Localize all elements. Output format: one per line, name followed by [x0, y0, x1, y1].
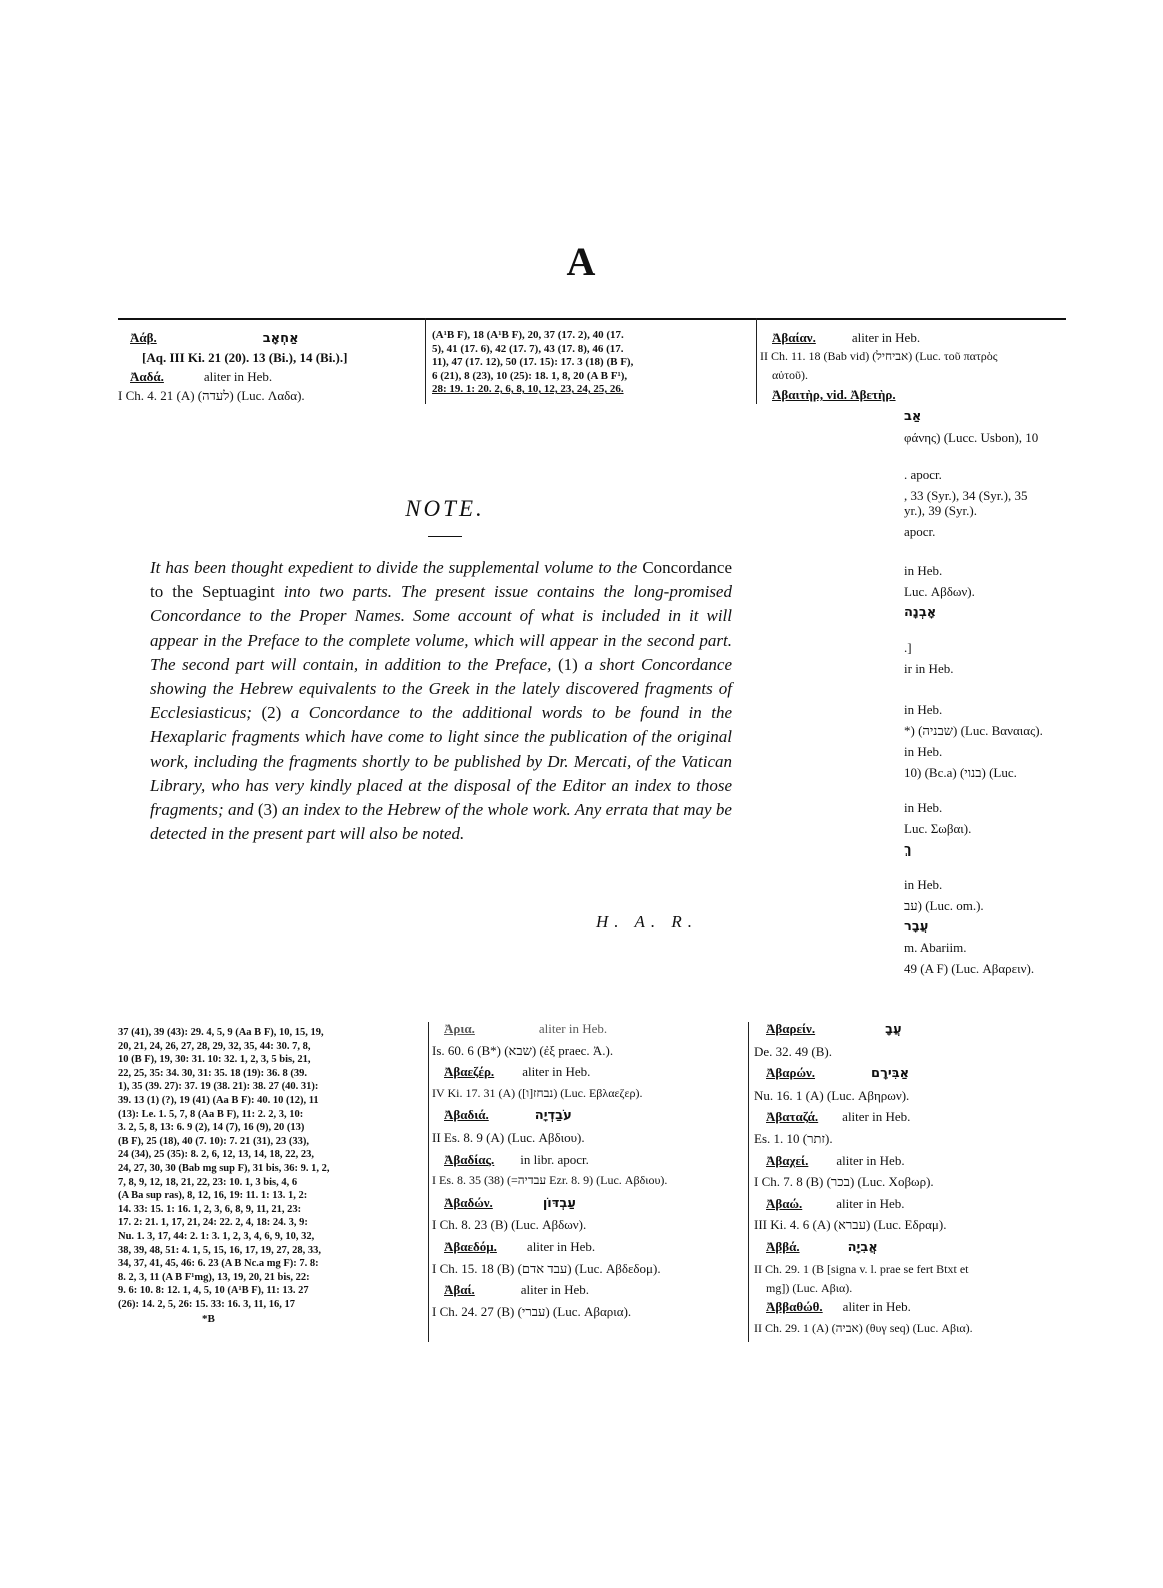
headword: Ἀβαρών. [766, 1065, 816, 1081]
signature-mark: *B [202, 1313, 215, 1326]
reference-line: (B F), 25 (18), 40 (7. 10): 7. 21 (31), 23 (33), [118, 1135, 310, 1147]
entry-reference: IV Ki. 17. 31 (A) (נבחז[ו]) (Luc. Εβλαεζερ). [432, 1085, 643, 1100]
right-fragment-column [880, 406, 1066, 979]
headword: Ἀβαίαν. [772, 330, 816, 345]
reference-line: 17. 2: 21. 1, 17, 21, 24: 22. 2, 4, 18: 24. 3, 9: [118, 1217, 308, 1229]
reference-line: (26): 14. 2, 5, 26: 15. 33: 16. 3, 11, 16, 17 [118, 1298, 296, 1310]
fragment-line: ir in Heb. [904, 661, 954, 676]
reference-line: 24 (34), 25 (35): 8. 2, 6, 12, 13, 14, 18, 22, 23, [118, 1149, 314, 1161]
reference-line: 9. 6: 10. 8: 12. 1, 4, 5, 10 (A¹B F), 11: 13. 27 [118, 1285, 309, 1297]
entry-headword-line [432, 1061, 744, 1083]
fragment-line: in Heb. [904, 744, 943, 759]
note-title-ornament [428, 536, 462, 537]
entry-headword-line [754, 1150, 1066, 1172]
entry-reference: I Ch. 7. 8 (B) (בכר) (Luc. Χοβωρ). [754, 1174, 934, 1190]
reference-line: 37 (41), 39 (43): 29. 4, 5, 9 (Aa B F), 10, 15, 19, [118, 1027, 324, 1038]
note-text: (2) [261, 703, 282, 723]
bottom-column-divider-left [428, 1022, 429, 1342]
entry-headword-line [760, 328, 1066, 347]
entry-reference: I Ch. 24. 27 (B) (עברי) (Luc. Αβαρια). [432, 1303, 632, 1319]
entry-reference: II Ch. 29. 1 (B [signa v. l. prae se fert Btxt et [754, 1261, 969, 1276]
entry-headword-line [754, 1106, 1066, 1128]
hebrew-equivalent: אַחְאָב [262, 331, 299, 346]
top-right-column [760, 328, 1066, 404]
fragment-line: 10) (Bc.a) (בנוי) (Luc. [904, 765, 1017, 780]
fragment-line: in Heb. [904, 702, 943, 717]
bottom-middle-column [432, 1018, 744, 1322]
fragment-line: in Heb. [904, 800, 943, 815]
hebrew-equivalent: aliter in Heb. [842, 1109, 911, 1125]
entry-headword-line [432, 1279, 744, 1301]
entry-reference: I Ch. 8. 23 (B) (Luc. Αβδων). [432, 1217, 587, 1233]
hebrew-equivalent: עַבְדּוֹן [542, 1195, 576, 1211]
fragment-line: .] [904, 640, 912, 655]
hebrew-equivalent: aliter in Heb. [842, 1299, 911, 1315]
reference-line: 5), 41 (17. 6), 42 (17. 7), 43 (17. 8), 46 (17. [432, 342, 624, 355]
entry-headword-line [118, 367, 418, 386]
headword: Ἀβαταζά. [766, 1109, 819, 1125]
reference-line: (A¹B F), 18 (A¹B F), 20, 37 (17. 2), 40 (17. [432, 329, 624, 341]
reference-line: 6 (21), 8 (23), 10 (25): 18. 1, 8, 20 (A B F¹), [432, 369, 628, 382]
headword: Ἀάβ. [130, 330, 157, 345]
reference-line: Nu. 1. 3, 17, 44: 2. 1: 3. 1, 2, 3, 4, 6, 9, 10, 32, [118, 1230, 315, 1242]
fragment-line: אָבְנָה [904, 605, 937, 620]
hebrew-equivalent: אֲבִיָה [847, 1239, 878, 1255]
reference-line: 39. 13 (1) (?), 19 (41) (Aa B F): 40. 10 (12), 11 [118, 1094, 319, 1106]
entry-headword-line [432, 1149, 744, 1171]
fragment-line: in Heb. [904, 877, 943, 892]
note-text: an index to the Hebrew of the whole work. Any errata that may be detected in the present part will also be noted. [150, 800, 732, 844]
reference-line: 24, 27, 30, 30 (Bab mg sup F), 31 bis, 36: 9. 1, 2, [118, 1162, 330, 1174]
reference-line: 11), 47 (17. 12), 50 (17. 15): 17. 3 (18) (B F), [432, 356, 634, 368]
reference-line: 38, 39, 48, 51: 4. 1, 5, 15, 16, 17, 19, 27, 28, 33, [118, 1244, 321, 1256]
fragment-line: עֲבָר [904, 919, 929, 934]
hebrew-equivalent: אַבִּירָם [871, 1066, 910, 1082]
note-text: (3) [257, 800, 278, 820]
entry-reference: I Es. 8. 35 (38) (=עבדיה Ezr. 8. 9) (Luc. Αβδιου). [432, 1173, 668, 1188]
note-text: a short Concordance showing the Hebrew equivalents to the Greek in the lately discovered fragments of Ecclesiasticus; [150, 654, 732, 723]
bottom-column-divider-right [748, 1022, 749, 1342]
reference-line: 34, 37, 41, 45, 46: 6. 23 (A B Nc.a mg F): 7. 8: [118, 1258, 319, 1270]
entry-reference-continued: mg]) (Luc. Αβια). [766, 1281, 853, 1296]
fragment-line: אַב [904, 409, 922, 424]
entry-headword-line [754, 1018, 1066, 1041]
hebrew-equivalent: aliter in Heb. [203, 369, 273, 384]
reference-line: 10 (B F), 19, 30: 31. 10: 32. 1, 2, 3, 5 bis, 21, [118, 1054, 311, 1066]
reference-line: 7, 8, 9, 12, 18, 21, 22, 23: 10. 1, 3 bis, 4, 6 [118, 1176, 298, 1188]
entry-reference: Nu. 16. 1 (A) (Luc. Αβηρων). [754, 1087, 910, 1103]
fragment-line: ךְ [904, 842, 912, 857]
entry-headword-line [754, 1193, 1066, 1215]
entry-reference: Is. 60. 6 (B*) (שבא) (ἐξ praec. Ἀ.). [432, 1042, 614, 1058]
headword: Ἀβαώ. [766, 1195, 803, 1211]
note-text: into two parts. The present issue contains the long-promised Concordance to the Proper Names. Some account of what is included in it will appear in the Preface to the complete volume, which will appear in the second part. The second part will contain, in addition to the Preface, [150, 582, 732, 674]
entry-reference-continued: αὐτοῦ). [772, 368, 808, 382]
top-column-divider-right [756, 318, 757, 404]
entry-headword-line [432, 1104, 744, 1127]
entry-reference: II Ch. 11. 18 (Bab vid) (אביחיל) (Luc. τοῦ πατρὸς [760, 349, 998, 363]
top-rule [118, 318, 1066, 320]
fragment-line: apocr. [904, 524, 936, 539]
note-title: NOTE. [405, 496, 485, 521]
hebrew-equivalent: aliter in Heb. [836, 1195, 905, 1211]
fragment-line: φάνης) (Lucc. Usbon), 10 [904, 430, 1039, 445]
entry-reference: I Ch. 15. 18 (B) (עבד אדם) (Luc. Αβδεδομ). [432, 1260, 661, 1276]
fragment-line: 49 (A F) (Luc. Αβαρειν). [904, 961, 1035, 976]
entry-headword-line [432, 1236, 744, 1258]
hebrew-equivalent: aliter in Heb. [836, 1152, 905, 1168]
headword: Ἀβαεζέρ. [444, 1064, 495, 1080]
top-left-column [118, 328, 418, 405]
hebrew-equivalent: aliter in Heb. [538, 1021, 608, 1036]
entry-reference: II Es. 8. 9 (A) (Luc. Αβδιου). [432, 1129, 585, 1145]
hebrew-equivalent: aliter in Heb. [851, 330, 921, 345]
reference-line: 22, 25, 35: 34. 30, 31: 35. 18 (19): 36. 8 (39. [118, 1067, 307, 1079]
headword: Ἀβαχεί. [766, 1152, 809, 1168]
note-text: (1) [558, 654, 578, 674]
reference-line: 1), 35 (39. 27): 37. 19 (38. 21): 38. 27 (40. 31): [118, 1081, 319, 1093]
entry-reference: Es. 1. 10 (זתר). [754, 1130, 833, 1146]
fragment-line: in Heb. [904, 563, 943, 578]
entry-headword-line [754, 1296, 1066, 1318]
top-middle-column [432, 329, 750, 397]
headword: Ἀββαθώθ. [766, 1299, 823, 1315]
hebrew-equivalent: in libr. apocr. [520, 1151, 589, 1167]
entry-headword-line [432, 1192, 744, 1215]
cross-reference: Ἀβαιτὴρ, vid. Ἀβετὴρ. [772, 387, 896, 402]
reference-line: (A Ba sup ras), 8, 12, 16, 19: 11. 1: 13. 1, 2: [118, 1190, 308, 1202]
note-text: Concordance to the Septuagint [150, 558, 732, 602]
fragment-line: *) (שבניה) (Luc. Βαναιας). [904, 723, 1043, 738]
headword: Ἀβαί. [444, 1282, 475, 1298]
fragment-line: . apocr. [904, 467, 942, 482]
entry-reference: I Ch. 4. 21 (A) (לעדה) (Luc. Λαδα). [118, 388, 305, 403]
hebrew-equivalent: aliter in Heb. [526, 1238, 596, 1254]
hebrew-equivalent: aliter in Heb. [520, 1282, 590, 1298]
entry-headword-line [754, 1236, 1066, 1259]
note-paragraph [150, 556, 732, 846]
note-text: It has been thought expedient to divide the supplemental volume to the [150, 558, 643, 577]
hebrew-equivalent: aliter in Heb. [522, 1064, 591, 1080]
note-signature: H. A. R. [596, 912, 698, 931]
headword: Ἀββά. [766, 1238, 800, 1254]
fragment-line: yr.), 39 (Syr.). [904, 503, 977, 518]
reference-line: 28: 19. 1: 20. 2, 6, 8, 10, 12, 23, 24, 25, 26. [432, 383, 624, 395]
headword: Ἀαδά. [130, 369, 164, 384]
hebrew-equivalent: עֲבָ [885, 1022, 902, 1037]
entry-reference: [Aq. III Ki. 21 (20). 13 (Bi.), 14 (Bi.).] [142, 350, 348, 365]
top-column-divider-left [425, 318, 426, 404]
headword: Ἀβαδών. [444, 1194, 493, 1210]
fragment-line: Luc. Σωβαι). [904, 821, 972, 836]
note-text: a Concordance to the additional words to be found in the Hexaplaric fragments which have come to light since the publication of the original work, including the fragments shortly to be published by Dr. Mercati, of the Vatican Library, who has very kindly placed at the disposal of the Editor an index to those fragments; and [150, 703, 732, 820]
entry-reference: III Ki. 4. 6 (A) (עברא) (Luc. Εδραμ). [754, 1217, 947, 1233]
bottom-left-column [118, 1026, 422, 1327]
fragment-line: m. Abariim. [904, 940, 967, 955]
fragment-line: , 33 (Syr.), 34 (Syr.), 35 [904, 488, 1028, 503]
entry-reference: II Ch. 29. 1 (A) (אביה) (θυγ seq) (Luc. Αβια). [754, 1320, 973, 1335]
section-letter: A [566, 239, 597, 284]
headword: Ἀρια. [444, 1021, 475, 1036]
entry-headword-line [754, 1062, 1066, 1085]
headword: Ἀβαεδόμ. [444, 1238, 497, 1254]
entry-headword-line [118, 328, 418, 348]
reference-line: 3. 2, 5, 8, 13: 6. 9 (2), 14 (7), 16 (9), 20 (13) [118, 1122, 305, 1134]
entry-reference: De. 32. 49 (B). [754, 1043, 832, 1059]
headword: Ἀβαρείν. [766, 1021, 816, 1036]
reference-line: 8. 2, 3, 11 (A B F¹mg), 13, 19, 20, 21 bis, 22: [118, 1271, 310, 1283]
reference-line: (13): Le. 1. 5, 7, 8 (Aa B F), 11: 2. 2, 3, 10: [118, 1108, 304, 1120]
headword: Ἀβαδιά. [444, 1107, 489, 1123]
reference-line: 20, 21, 24, 26, 27, 28, 29, 32, 35, 44: 30. 7, 8, [118, 1040, 311, 1052]
headword: Ἀβαδίας. [444, 1151, 495, 1167]
fragment-line: Luc. Αβδων). [904, 584, 975, 599]
bottom-right-column [754, 1018, 1066, 1339]
fragment-line: עב) (Luc. om.). [904, 898, 984, 913]
hebrew-equivalent: עֹבַדְיָה [534, 1108, 572, 1124]
entry-headword-line [432, 1018, 744, 1040]
reference-line: 14. 33: 15. 1: 16. 1, 2, 3, 6, 8, 9, 11, 21, 23: [118, 1203, 302, 1215]
